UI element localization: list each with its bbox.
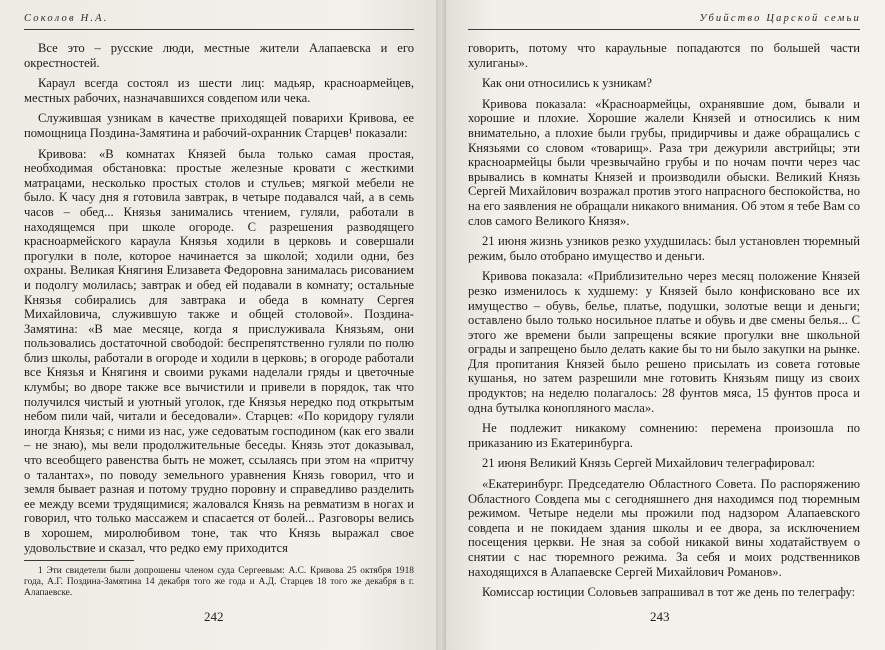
book-gutter — [436, 0, 446, 650]
paragraph: Кривова показала: «Красноармейцы, охранявшие дом, бывали и хорошие и плохие. Хорошие жалели Князей и относились к ним внимательно, а плохие были грубы, придирчивы и даже обращались с Князьями со словом «товарищ». Раза три дежурили австрийцы; эти красноармейцы были чрезвычайно грубы и по ночам почти через час врывались в комнаты Князей и производили обыски. Великий Князь Сергей Михайлович возражал против этого напрасного беспокойства, но на его заявления не обращали никакого внимания. Об этом я тебе Вам со слов самого Великого Князя». — [468, 96, 860, 228]
paragraph: Кривова показала: «Приблизительно через месяц положение Князей резко изменилось к худшему: у Князей было конфисковано все их имущество – обувь, белье, платье, подушки, золотые вещи и деньги; оставлено было только носильное платье и обувь и две смены белья... С этого же времени были запрещены всякие прогулки вне школьной ограды и запрещено было делать какие бы то ни было закупки на рынке. Для пропитания Князей было решено присылать из совета готовые кушанья, но затем разрешили мне готовить Князьям пищу из своих продуктов; на неделю полагалось: 28 фунтов мяса, 15 фунтов проса и одна бутылка конопляного масла». — [468, 269, 860, 415]
paragraph: Не подлежит никакому сомнению: перемена произошла по приказанию из Екатеринбурга. — [468, 421, 860, 450]
paragraph: Как они относились к узникам? — [482, 76, 652, 91]
footnote: 1 Эти свидетели были допрошены членом суда Сергеевым: А.С. Кривова 25 октября 1918 года, А.Г. Поздина-Замятина 14 декабря того же года и А.Д. Старцев 18 того же декабря в г. Алапаевске. — [24, 566, 414, 598]
paragraph: Комиссар юстиции Соловьев запрашивал в тот же день по телеграфу: — [482, 585, 856, 600]
running-head-left: Соколов Н.А. — [24, 13, 109, 24]
footnote-rule — [24, 560, 134, 561]
header-rule-left — [24, 29, 414, 30]
left-page-body — [24, 41, 414, 561]
paragraph: 21 июня жизнь узников резко ухудшилась: был установлен тюремный режим, было отобрано имущество и деньги. — [468, 234, 860, 263]
paragraph: «Екатеринбург. Председателю Областного Совета. По распоряжению Областного Совдепа мы с сегодняшнего дня находимся под тюремным режимом. Четыре недели мы прожили под надзором Алапаевского совдепа и не покидаем здания школы и ее двора, за исключением посещения церкви. Не зная за собой никакой вины ходатайствуем о снятии с нас тюремного режима. За себя и моих родственников находящихся в Алапаевске Сергей Михайлович Романов». — [468, 477, 860, 579]
header-rule-right — [468, 29, 860, 30]
paragraph: 21 июня Великий Князь Сергей Михайлович телеграфировал: — [482, 456, 815, 471]
paragraph: Кривова: «В комнатах Князей была только самая простая, необходимая обстановка: простые железные кровати с жесткими матрацами, несколько простых столов и стульев; мягкой мебели не было. К часу дня я готовила завтрак, в четыре подавался чай, а в семь часов – обед... Князья занимались чтением, гуляли, работали в находящемся при школе огороде. С разрешения разводящего красноармейского караула Князья ходили в церковь и совершали прогулки в поле, которое начинается за школой; ходили одни, без охраны. Великая Княгиня Елизавета Федоровна занималась рисованием и подолгу молилась; завтрак и обед ей подавали в комнату; остальные Князья собирались для завтрака и обеда в комнату Сергея Михайловича, служившую также и общей столовой». Поздина-Замятина: «В мае месяце, когда я прислуживала Князьям, они пользовались достаточной свободой: беспрепятственно гуляли по полю близ школы, работали в огороде и ходили в церковь; в огороде работали все Князья и Княгиня и своими руками наделали гряды и цветочные клумбы; во дворе также все вычистили и привели в порядок, так что получился чистый и уютный уголок, где Князья нередко под открытым небом пили чай, читали и беседовали». Старцев: «По коридору гуляли иногда Князья; с ними из нас, уже седоватым господином (как его звали – не знаю), мы вели продолжительные беседы. Князь этот доказывал, что всеобщего равенства быть не может, ссылаясь при этом на «притчу о талантах», по поводу земельного уравнения Князь говорил, что и земля бывает разная и потому трудно поровну и справедливо разделить ее между всеми трудящимися; жаловался Князь на ревматизм в ногах и говорил, что только массажем и спасается от болей... Разговоры велись в хорошем, миролюбивом тоне, так что Князь выражал свое удовольствие и сказал, что редко ему приходится — [24, 146, 414, 555]
page-number-right: 243 — [650, 609, 670, 624]
paragraph: Все это – русские люди, местные жители Алапаевска и его окрестностей. — [24, 41, 414, 70]
paragraph: говорить, потому что караульные попадаются по большей части хулиганы». — [468, 41, 860, 70]
right-page-body — [468, 41, 860, 606]
left-page — [0, 0, 440, 650]
page-number-left: 242 — [204, 609, 224, 624]
paragraph: Караул всегда состоял из шести лиц: мадьяр, красноармейцев, местных рабочих, назначавшихся совдепом или чека. — [24, 76, 414, 105]
paragraph: Служившая узникам в качестве приходящей поварихи Кривова, ее помощница Поздина-Замятина и рабочий-охранник Старцев¹ показали: — [24, 111, 414, 140]
right-page — [440, 0, 885, 650]
running-head-right: Убийство Царской семьи — [699, 13, 861, 24]
